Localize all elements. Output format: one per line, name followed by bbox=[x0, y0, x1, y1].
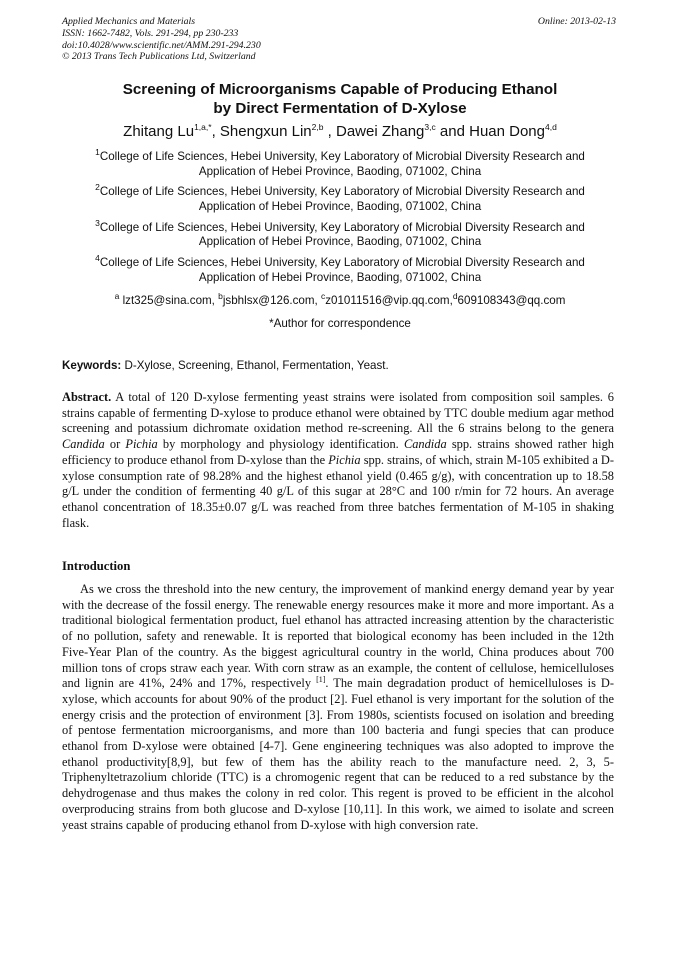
abstract-text: or bbox=[104, 437, 126, 452]
affiliation-4 bbox=[62, 253, 618, 285]
affiliation-num: 2 bbox=[95, 182, 100, 193]
abstract-text: spp. strains showed rather high efficiency to produce ethanol from D-xylose than the bbox=[62, 437, 614, 467]
section-heading-introduction: Introduction bbox=[62, 559, 131, 573]
affiliation-line: College of Life Sciences, Hebei University, Key Laboratory of Microbial Diversity Research and bbox=[99, 256, 585, 270]
affiliation-line: Application of Hebei Province, Baoding, 071002, China bbox=[198, 164, 482, 178]
correspondence-note: *Author for correspondence bbox=[269, 317, 411, 330]
introduction-paragraph bbox=[62, 582, 614, 833]
genus-candida: Candida bbox=[403, 437, 447, 452]
abstract bbox=[62, 390, 614, 531]
email-sup: d bbox=[452, 291, 458, 302]
affiliation-3 bbox=[62, 217, 618, 250]
author-sep: , bbox=[211, 123, 220, 140]
keywords-text: D-Xylose, Screening, Ethanol, Fermentation, Yeast. bbox=[121, 359, 389, 372]
journal-header bbox=[62, 16, 618, 63]
author-name: Shengxun Lin bbox=[219, 123, 312, 140]
affiliation-line: Application of Hebei Province, Baoding, 071002, China bbox=[198, 199, 482, 213]
affiliation-line: College of Life Sciences, Hebei University, Key Laboratory of Microbial Diversity Research and bbox=[99, 220, 585, 234]
genus-pichia: Pichia bbox=[328, 452, 361, 467]
copyright-line: © 2013 Trans Tech Publications Ltd, Switzerland bbox=[62, 51, 256, 63]
journal-name: Applied Mechanics and Materials bbox=[62, 16, 196, 27]
author-list bbox=[62, 122, 618, 142]
genus-pichia: Pichia bbox=[125, 437, 158, 452]
affiliation-line: Application of Hebei Province, Baoding, 071002, China bbox=[198, 235, 482, 249]
author-sup: 1,a,* bbox=[194, 122, 212, 132]
abstract-text: by morphology and physiology identification. bbox=[157, 437, 404, 452]
email-sup: a bbox=[114, 291, 120, 302]
affiliation-line: Application of Hebei Province, Baoding, 071002, China bbox=[198, 270, 482, 284]
issn-line: ISSN: 1662-7482, Vols. 291-294, pp 230-233 bbox=[62, 27, 239, 39]
intro-text: As we cross the threshold into the new century, the improvement of mankind energy demand year by year with the decrease of the fossil energy. The renewable energy resources make it more and more important. As a traditional biological fermentation product, fuel ethanol has attracted increasing attention by the characteristic of no pollution, safety and renewable. It is reported that biological economy has been included in the 12th Five-Year Plan of the country. As the biggest agricultural country in the world, China produces about 700 million tons of crops straw each year. With corn straw as an example, the content of cellulose, hemicelluloses and lignin are 41%, 24% and 17%, respectively bbox=[62, 582, 614, 691]
author-name: Zhitang Lu bbox=[123, 123, 195, 140]
author-sep: and bbox=[435, 123, 470, 140]
doi-line[interactable]: doi:10.4028/www.scientific.net/AMM.291-294.230 bbox=[62, 39, 261, 51]
email-address[interactable]: z01011516@vip.qq.com, bbox=[325, 294, 453, 307]
email-sup: b bbox=[218, 291, 223, 302]
author-name: Huan Dong bbox=[469, 123, 545, 140]
citation-ref[interactable]: [1] bbox=[316, 675, 326, 685]
affiliation-line: College of Life Sciences, Hebei University, Key Laboratory of Microbial Diversity Research and bbox=[99, 150, 585, 163]
affiliation-1 bbox=[62, 147, 618, 179]
genus-candida: Candida bbox=[62, 437, 105, 452]
affiliation-num: 1 bbox=[95, 147, 100, 158]
email-address[interactable]: jsbhlsx@126.com, bbox=[222, 294, 321, 307]
title-line-1: Screening of Microorganisms Capable of Producing Ethanol bbox=[122, 81, 558, 98]
affiliation-2 bbox=[62, 182, 618, 214]
email-address[interactable]: 609108343@qq.com bbox=[457, 294, 566, 307]
author-sup: 2,b bbox=[311, 122, 324, 132]
abstract-label: Abstract. bbox=[62, 390, 112, 404]
keywords bbox=[62, 358, 618, 373]
affiliation-num: 3 bbox=[95, 217, 100, 228]
author-name: Dawei Zhang bbox=[336, 123, 425, 140]
intro-text: . The main degradation product of hemicelluloses is D-xylose, which accounts for about 90% of the product [2]. Fuel ethanol is very important for the solution of the energy crisis and the protection of environment [3]. From 1980s, scientists focused on isolation and breeding of pentose fermentation microorganisms, and more than 100 bacteria and fungi species that can produce ethanol from D-xylose were obtained [4-7]. Gene engineering techniques was also adopted to improve the ethanol productivity[8,9], but few of them has the ability reach to the manufacture need. 2, 3, 5-Triphenyltetrazolium chloride (TTC) is a chromogenic regent that can be reduced to a red substance by the dehydrogenase and thus makes the colony in red color. This regent is proved to be efficient in the alcohol overproducing strains from both glucose and D-xylose [10,11]. In this work, we aimed to isolate and screen yeast strains capable of producing ethanol from D-xylose with high conversion rate. bbox=[62, 676, 615, 832]
email-list bbox=[62, 293, 618, 308]
affiliation-line: College of Life Sciences, Hebei University, Key Laboratory of Microbial Diversity Research and bbox=[99, 185, 585, 199]
affiliation-num: 4 bbox=[95, 253, 100, 264]
online-date: Online: 2013-02-13 bbox=[537, 16, 616, 27]
title-line-2: by Direct Fermentation of D-Xylose bbox=[213, 100, 467, 117]
author-sep: , bbox=[323, 123, 336, 140]
keywords-label: Keywords: bbox=[62, 359, 122, 372]
abstract-text: A total of 120 D-xylose fermenting yeast strains were isolated from composition soil samples. 6 strains capable of fermenting D-xylose to produce ethanol were obtained by TTC double medium agar method screening and potassium dichromate oxidation method re-screening. All the 6 strains belong to the genera bbox=[62, 390, 614, 436]
abstract-text: spp. strains, of which, strain M-105 exhibited a D-xylose consumption rate of 98.28% and the highest ethanol yield (0.465 g/g), with concentration up to 18.58 g/L under the condition of fermenting 40 g/L of this sugar at 28°C and 100 r/min for 72 hours. An average ethanol concentration of 18.35±0.07 g/L was reached from three batches fermentation of M-105 in shaking flask. bbox=[62, 452, 615, 530]
paper-title bbox=[62, 80, 618, 118]
affiliations bbox=[62, 147, 618, 292]
author-sup: 4,d bbox=[545, 122, 557, 132]
author-sup: 3,c bbox=[424, 122, 436, 132]
email-sup: c bbox=[320, 291, 326, 302]
email-address[interactable]: lzt325@sina.com, bbox=[119, 294, 219, 307]
